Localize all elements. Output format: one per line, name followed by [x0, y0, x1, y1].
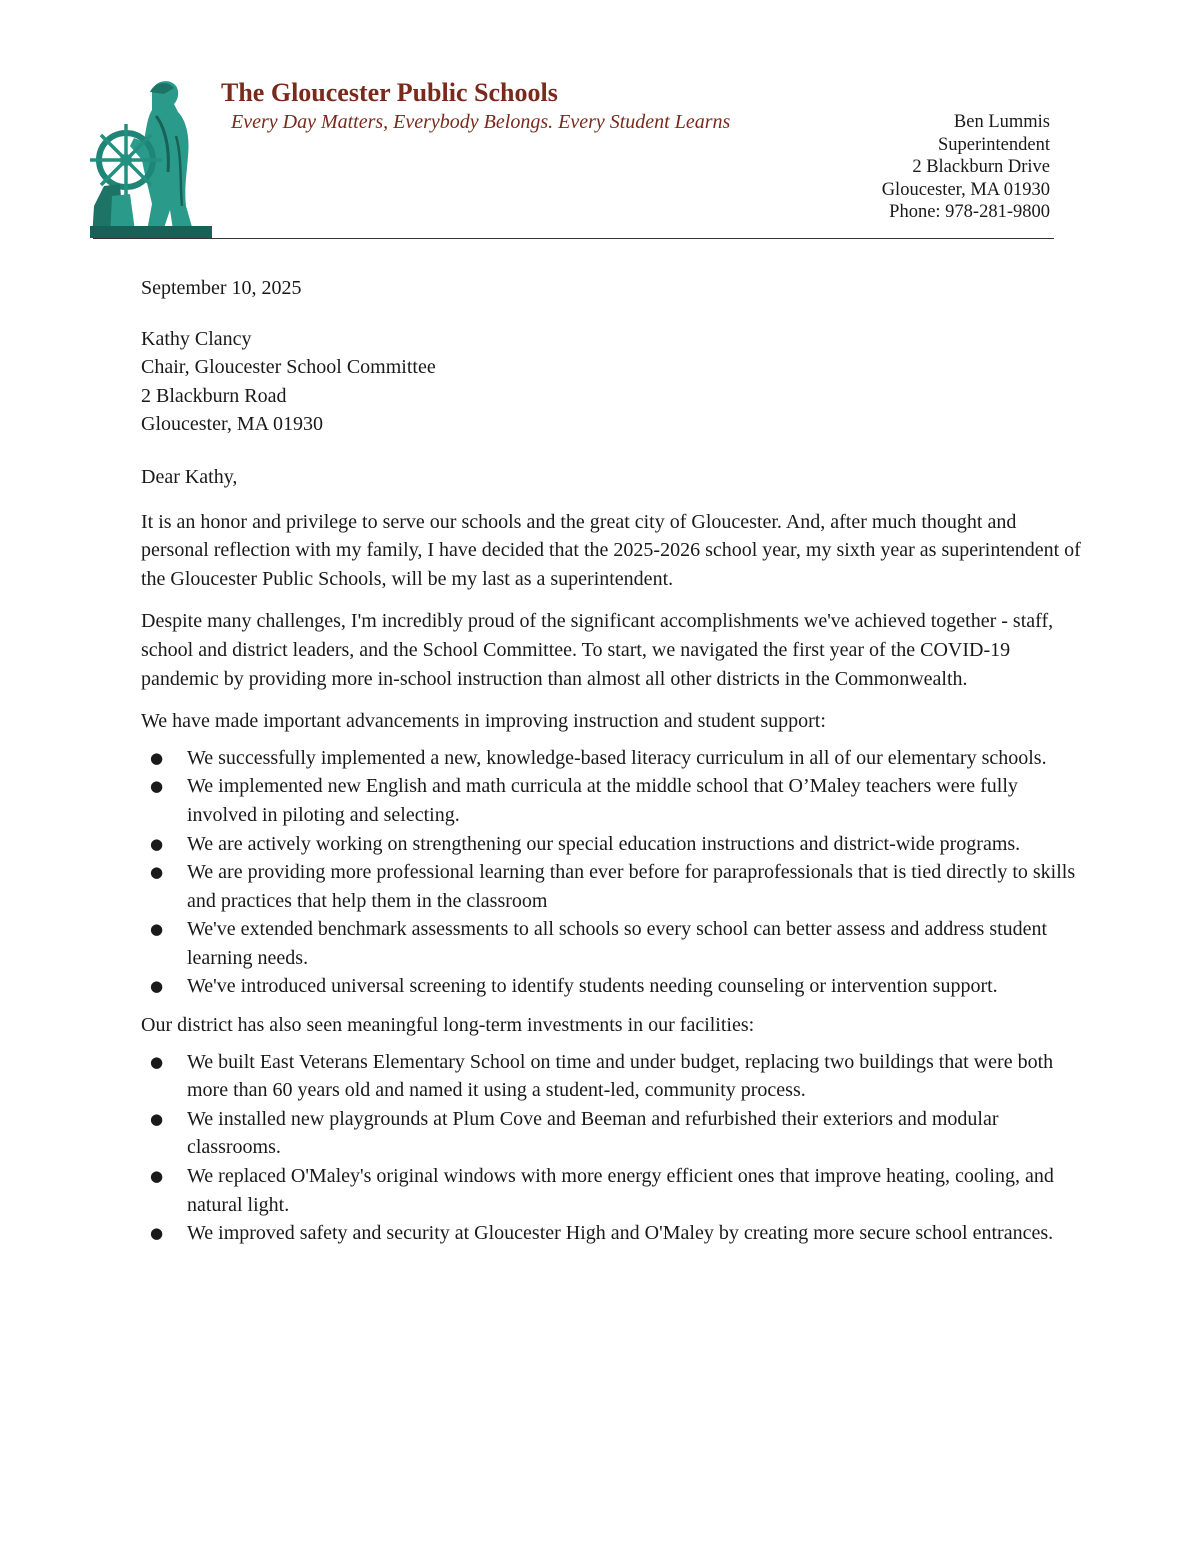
list-item: ● We replaced O'Maley's original windows with more energy efficient ones that improve heating, cooling, and natural light.	[141, 1162, 1081, 1219]
school-motto: Every Day Matters, Everybody Belongs. Every Student Learns	[231, 111, 731, 133]
sender-phone: Phone: 978-281-9800	[889, 202, 1050, 223]
list-item: ● We've extended benchmark assessments to all schools so every school can better assess and address student learning needs.	[141, 915, 1081, 972]
list-item: ● We built East Veterans Elementary School on time and under budget, replacing two buildings that were both more than 60 years old and named it using a student-led, community process.	[141, 1048, 1081, 1105]
letter-body	[141, 274, 1081, 1258]
recipient-street: 2 Blackburn Road	[141, 384, 287, 407]
letter-date: September 10, 2025	[141, 277, 302, 299]
salutation: Dear Kathy,	[141, 465, 238, 488]
letterhead-divider	[93, 238, 1054, 239]
sender-street: 2 Blackburn Drive	[912, 157, 1050, 178]
sender-city: Gloucester, MA 01930	[881, 179, 1050, 200]
list-item: ● We successfully implemented a new, knowledge-based literacy curriculum in all of our elementary schools.	[141, 744, 1081, 773]
letterhead	[0, 0, 1200, 245]
paragraph-accomplishments: Despite many challenges, I'm incredibly proud of the significant accomplishments we've achieved together - staff, school and district leaders, and the School Committee. To start, we navigated the first year of the COVID-19 pandemic by providing more in-school instruction than almost all other districts in the Commonwealth.	[141, 610, 1054, 690]
recipient-address	[141, 325, 1081, 439]
recipient-city: Gloucester, MA 01930	[141, 413, 323, 436]
sender-title: Superintendent	[937, 134, 1050, 155]
facilities-list	[141, 1048, 1081, 1248]
list-item: ● We've introduced universal screening to identify students needing counseling or intervention support.	[141, 972, 1081, 1001]
instruction-list-intro: We have made important advancements in improving instruction and student support:	[141, 710, 826, 733]
list-item: ● We installed new playgrounds at Plum Cove and Beeman and refurbished their exteriors and modular classrooms.	[141, 1105, 1081, 1162]
instruction-list	[141, 744, 1081, 1001]
list-item: ● We are providing more professional learning than ever before for paraprofessionals that is tied directly to skills and practices that help them in the classroom	[141, 858, 1081, 915]
list-item: ● We improved safety and security at Gloucester High and O'Maley by creating more secure school entrances.	[141, 1219, 1081, 1248]
list-item: ● We implemented new English and math curricula at the middle school that O’Maley teachers were fully involved in piloting and selecting.	[141, 772, 1081, 829]
paragraph-announcement: It is an honor and privilege to serve our schools and the great city of Gloucester. And, after much thought and personal reflection with my family, I have decided that the 2025-2026 school year, my sixth year as superintendent of the Gloucester Public Schools, will be my last as a superintendent.	[141, 510, 1081, 590]
sender-name: Ben Lummis	[953, 112, 1050, 132]
school-name: The Gloucester Public Schools	[221, 78, 558, 107]
fisherman-statue-logo-icon	[90, 76, 212, 238]
list-item: ● We are actively working on strengthening our special education instructions and district-wide programs.	[141, 830, 1081, 859]
facilities-list-intro: Our district has also seen meaningful long-term investments in our facilities:	[141, 1014, 755, 1037]
recipient-title: Chair, Gloucester School Committee	[141, 356, 436, 379]
sender-contact-block	[882, 111, 1050, 224]
recipient-name: Kathy Clancy	[141, 327, 252, 350]
